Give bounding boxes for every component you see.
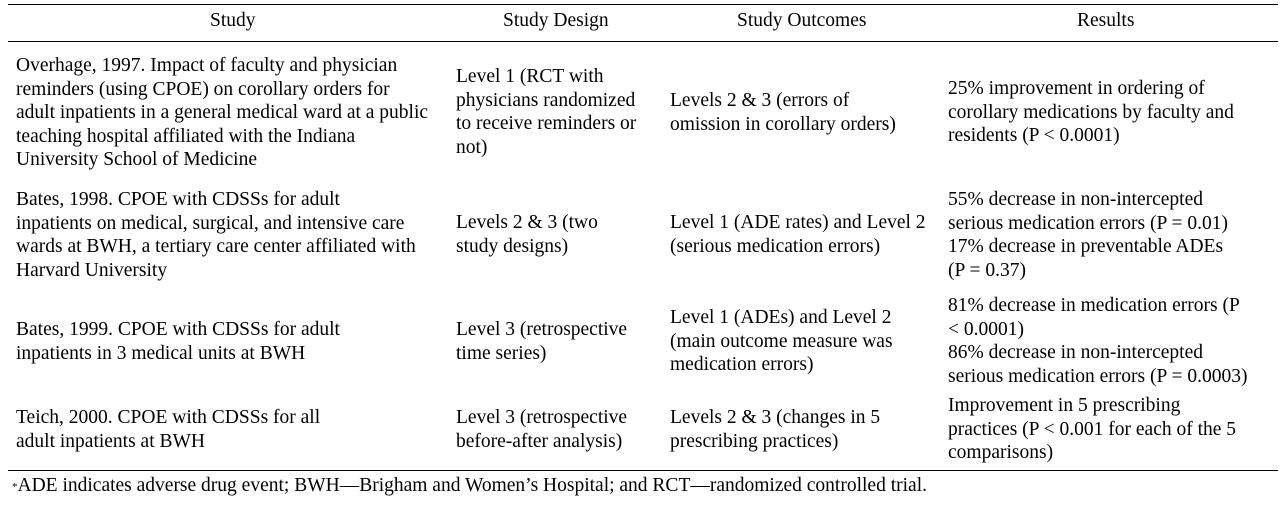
table-row-1-results: [948, 77, 1234, 148]
cell-line: practices (P < 0.001 for each of the 5: [948, 418, 1237, 440]
cell-line: University School of Medicine: [16, 149, 257, 170]
table-row-2-results: [948, 188, 1228, 282]
cell-line: Levels 2 & 3 (two: [456, 212, 598, 233]
cell-line: serious medication errors (P = 0.01): [948, 212, 1228, 234]
cell-line: not): [456, 136, 488, 158]
cell-line: Overhage, 1997. Impact of faculty and physician: [16, 55, 398, 76]
cell-line: omission in corollary orders): [670, 113, 896, 135]
table-row-3-results: [948, 294, 1247, 388]
cell-line: time series): [456, 342, 547, 364]
table-row-3-design: [456, 318, 627, 365]
cell-line: Bates, 1999. CPOE with CDSSs for adult: [16, 319, 340, 340]
cell-line: 55% decrease in non-intercepted: [948, 189, 1204, 210]
cell-line: teaching hospital affiliated with the Indiana: [16, 125, 356, 147]
cell-line: corollary medications by faculty and: [948, 101, 1234, 123]
cell-line: study designs): [456, 235, 569, 257]
cell-line: comparisons): [948, 442, 1054, 463]
cell-line: Level 1 (ADE rates) and Level 2: [670, 212, 926, 233]
table-row-4-outcomes: [670, 406, 880, 453]
footnote-text: ADE indicates adverse drug event; BWH—Brigham and Women’s Hospital; and RCT—randomized controlled trial.: [17, 475, 927, 496]
cell-line: wards at BWH, a tertiary care center affiliated with: [16, 236, 416, 257]
header-study: Study: [210, 10, 256, 31]
cell-line: 81% decrease in medication errors (P: [948, 295, 1240, 316]
table-row-4-study: [16, 406, 320, 453]
cell-line: adult inpatients at BWH: [16, 430, 206, 452]
table-row-2-study: [16, 188, 416, 282]
table-row-4-design: [456, 406, 627, 453]
cell-line: Bates, 1998. CPOE with CDSSs for adult: [16, 189, 340, 210]
table-row-1-outcomes: [670, 89, 896, 136]
cell-line: Level 1 (RCT with: [456, 66, 604, 87]
cell-line: 86% decrease in non-intercepted: [948, 342, 1204, 363]
table-row-2-outcomes: [670, 211, 926, 258]
cell-line: Levels 2 & 3 (errors of: [670, 90, 850, 111]
cell-line: (main outcome measure was: [670, 330, 893, 352]
cell-line: residents (P < 0.0001): [948, 125, 1120, 146]
footnote-marker: *: [12, 481, 18, 493]
table-bottom-rule: [8, 470, 1278, 471]
cell-line: 17% decrease in preventable ADEs: [948, 236, 1224, 257]
table-header-rule: [8, 41, 1278, 42]
cell-line: prescribing practices): [670, 430, 839, 452]
header-results: Results: [1077, 10, 1135, 31]
cell-line: adult inpatients in a general medical ward at a public: [16, 102, 429, 123]
cell-line: inpatients on medical, surgical, and intensive care: [16, 212, 405, 234]
cell-line: medication errors): [670, 354, 814, 375]
cell-line: 25% improvement in ordering of: [948, 78, 1205, 99]
cell-line: Levels 2 & 3 (changes in 5: [670, 407, 881, 428]
cell-line: Level 3 (retrospective: [456, 319, 628, 340]
header-study-design: Study Design: [503, 10, 609, 31]
cell-line: (serious medication errors): [670, 235, 881, 257]
table-row-3-outcomes: [670, 306, 893, 377]
cell-line: Improvement in 5 prescribing: [948, 395, 1181, 416]
table-row-2-design: [456, 211, 598, 258]
table-row-3-study: [16, 318, 340, 365]
table-row-1-design: [456, 65, 636, 159]
cell-line: Level 1 (ADEs) and Level 2: [670, 307, 892, 328]
table-top-rule: [8, 4, 1278, 5]
cell-line: physicians randomized: [456, 89, 636, 111]
cell-line: Harvard University: [16, 259, 168, 281]
table-footnote: [12, 474, 927, 498]
cell-line: to receive reminders or: [456, 113, 637, 134]
cell-line: serious medication errors (P = 0.0003): [948, 365, 1248, 387]
table-row-1-study: [16, 54, 428, 172]
cell-line: before-after analysis): [456, 430, 623, 452]
cell-line: Level 3 (retrospective: [456, 407, 628, 428]
table-row-4-results: [948, 394, 1236, 465]
cell-line: Teich, 2000. CPOE with CDSSs for all: [16, 407, 321, 428]
cell-line: < 0.0001): [948, 318, 1024, 340]
header-study-outcomes: Study Outcomes: [737, 10, 867, 31]
cell-line: reminders (using CPOE) on corollary orders for: [16, 78, 390, 100]
cell-line: (P = 0.37): [948, 259, 1026, 281]
cell-line: inpatients in 3 medical units at BWH: [16, 342, 306, 364]
